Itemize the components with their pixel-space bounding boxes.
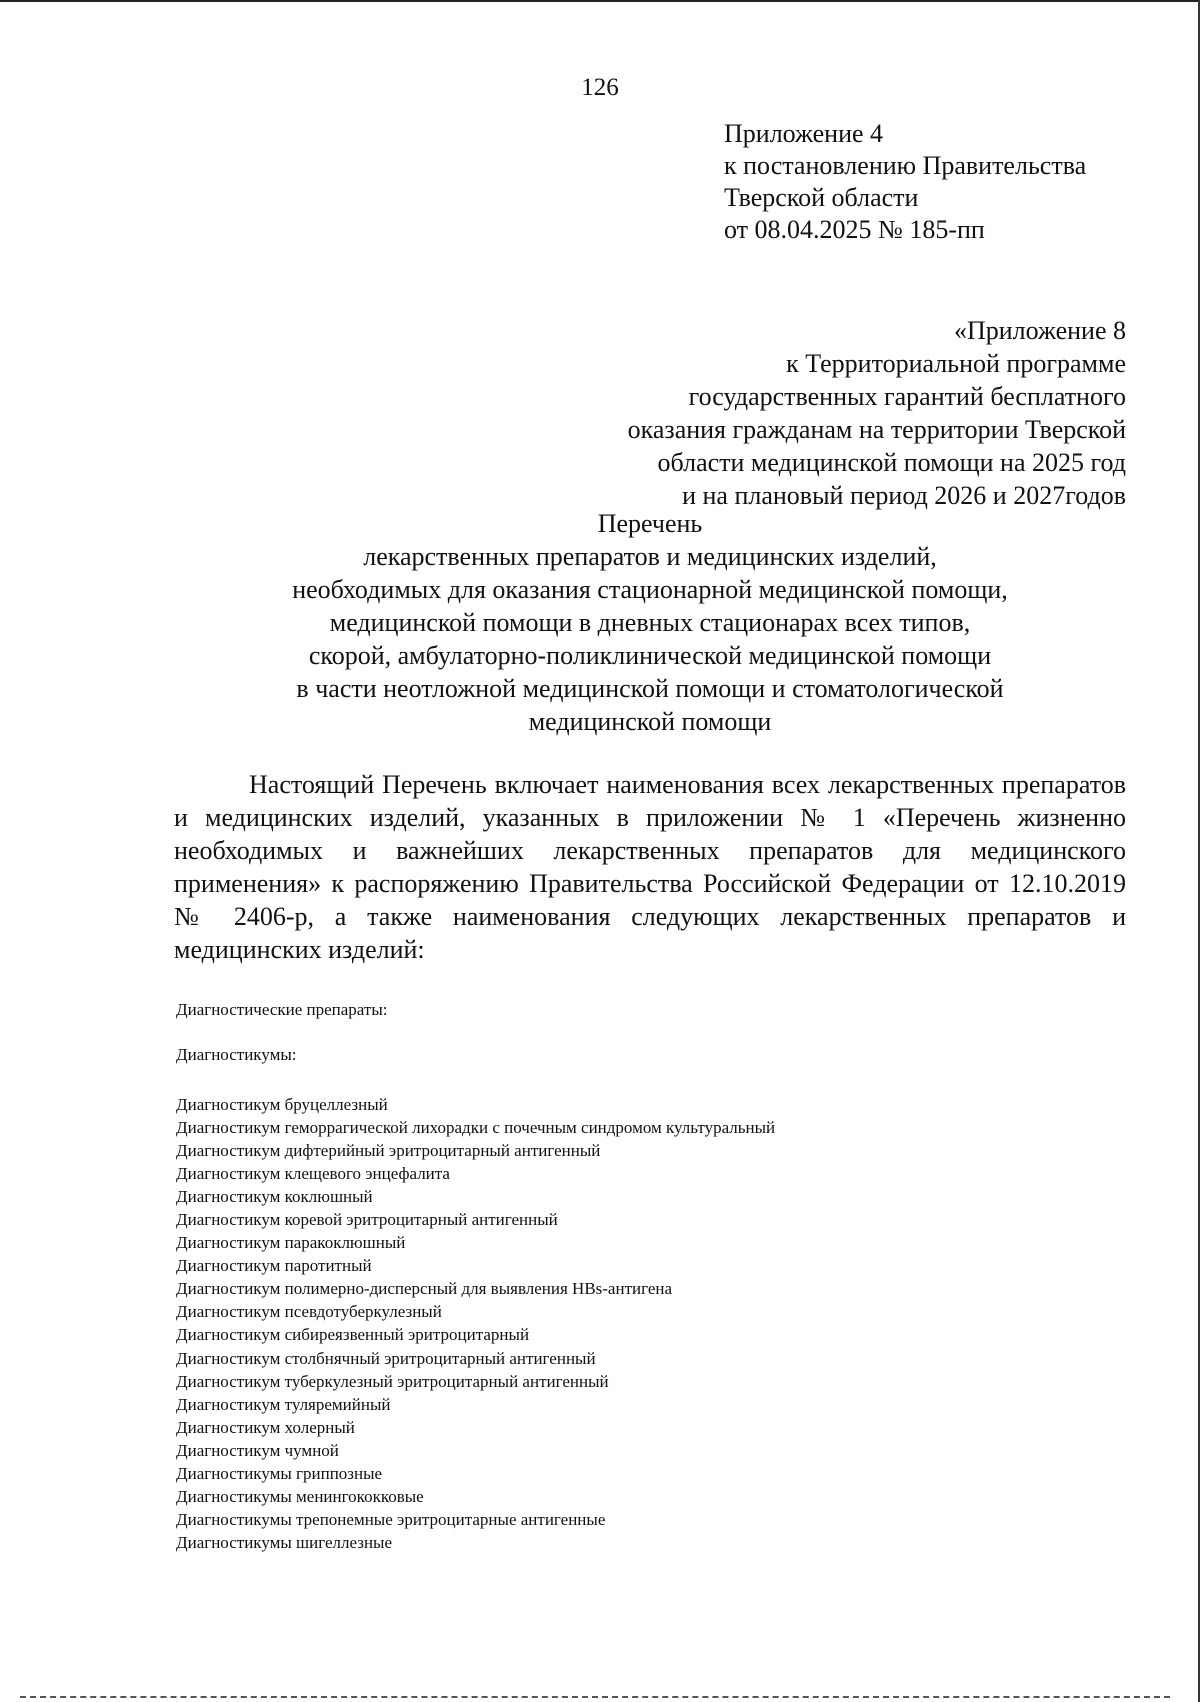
- title-line: медицинской помощи: [528, 707, 772, 736]
- title-line: скорой, амбулаторно-поликлинической медицинской помощи: [308, 641, 992, 670]
- subsection-heading: Диагностикумы:: [176, 1045, 297, 1064]
- title-line: медицинской помощи в дневных стационарах всех типов,: [329, 608, 971, 637]
- list-item: Диагностикум чумной: [176, 1440, 339, 1460]
- title-line: лекарственных препаратов и медицинских изделий,: [363, 542, 937, 571]
- list-item: Диагностикум сибиреязвенный эритроцитарный: [176, 1325, 530, 1345]
- annex-line: Тверской области: [724, 183, 919, 212]
- page-number: 126: [581, 74, 619, 101]
- list-item: Диагностикум псевдотуберкулезный: [176, 1302, 442, 1322]
- program-annex-line: «Приложение 8: [953, 316, 1126, 345]
- list-item: Диагностикумы шигеллезные: [176, 1532, 393, 1552]
- list-item: Диагностикум коревой эритроцитарный антигенный: [176, 1210, 558, 1230]
- annex-line: Приложение 4: [724, 119, 884, 148]
- list-item: Диагностикум туберкулезный эритроцитарный антигенный: [176, 1371, 609, 1391]
- program-annex-line: и на плановый период 2026 и 2027годов: [682, 481, 1126, 510]
- list-item: Диагностикум клещевого энцефалита: [176, 1164, 450, 1184]
- list-item: Диагностикум полимерно-дисперсный для выявления HBs-антигена: [176, 1279, 673, 1299]
- list-item: Диагностикум столбнячный эритроцитарный антигенный: [176, 1348, 596, 1368]
- title-line: в части неотложной медицинской помощи и стоматологической: [296, 674, 1004, 703]
- list-item: Диагностикум коклюшный: [176, 1187, 373, 1207]
- program-annex-line: области медицинской помощи на 2025 год: [657, 448, 1126, 477]
- document-title: [0, 507, 1200, 738]
- annex-block: [724, 118, 1086, 246]
- section-heading: Диагностические препараты:: [176, 1000, 388, 1019]
- program-annex-line: оказания гражданам на территории Тверской: [627, 415, 1126, 444]
- list-item: Диагностикумы менингококковые: [176, 1486, 424, 1506]
- title-line: необходимых для оказания стационарной медицинской помощи,: [292, 575, 1008, 604]
- intro-paragraph: Настоящий Перечень включает наименования всех лекарственных препаратов и медицинских изделий, указанных в приложении № 1 «Перечень жизненно необходимых и важнейших лекарственных препаратов для медицинского применения» к распоряжению Правительства Российской Федерации от 12.10.2019 № 2406-р, а также наименования следующих лекарственных препаратов и медицинских изделий:: [174, 770, 1126, 964]
- list-item: Диагностикум холерный: [176, 1417, 355, 1437]
- list-item: Диагностикум геморрагической лихорадки с почечным синдромом культуральный: [176, 1118, 776, 1138]
- diagnosticum-list: [176, 1093, 775, 1554]
- annex-line: к постановлению Правительства: [724, 151, 1087, 180]
- list-item: Диагностикум паракоклюшный: [176, 1233, 406, 1253]
- annex-line: от 08.04.2025 № 185-пп: [724, 215, 985, 244]
- program-annex-block: [628, 314, 1126, 512]
- list-item: Диагностикум бруцеллезный: [176, 1095, 388, 1114]
- list-item: Диагностикумы гриппозные: [176, 1463, 383, 1483]
- list-item: Диагностикумы трепонемные эритроцитарные антигенные: [176, 1509, 606, 1529]
- scan-border-bottom: [20, 1696, 1170, 1698]
- title-line: Перечень: [597, 509, 703, 538]
- list-item: Диагностикум паротитный: [176, 1256, 372, 1276]
- list-item: Диагностикум туляремийный: [176, 1394, 391, 1414]
- scan-border-top: [0, 0, 1200, 2]
- program-annex-line: государственных гарантий бесплатного: [688, 382, 1126, 411]
- list-item: Диагностикум дифтерийный эритроцитарный антигенный: [176, 1141, 601, 1161]
- program-annex-line: к Территориальной программе: [786, 349, 1126, 378]
